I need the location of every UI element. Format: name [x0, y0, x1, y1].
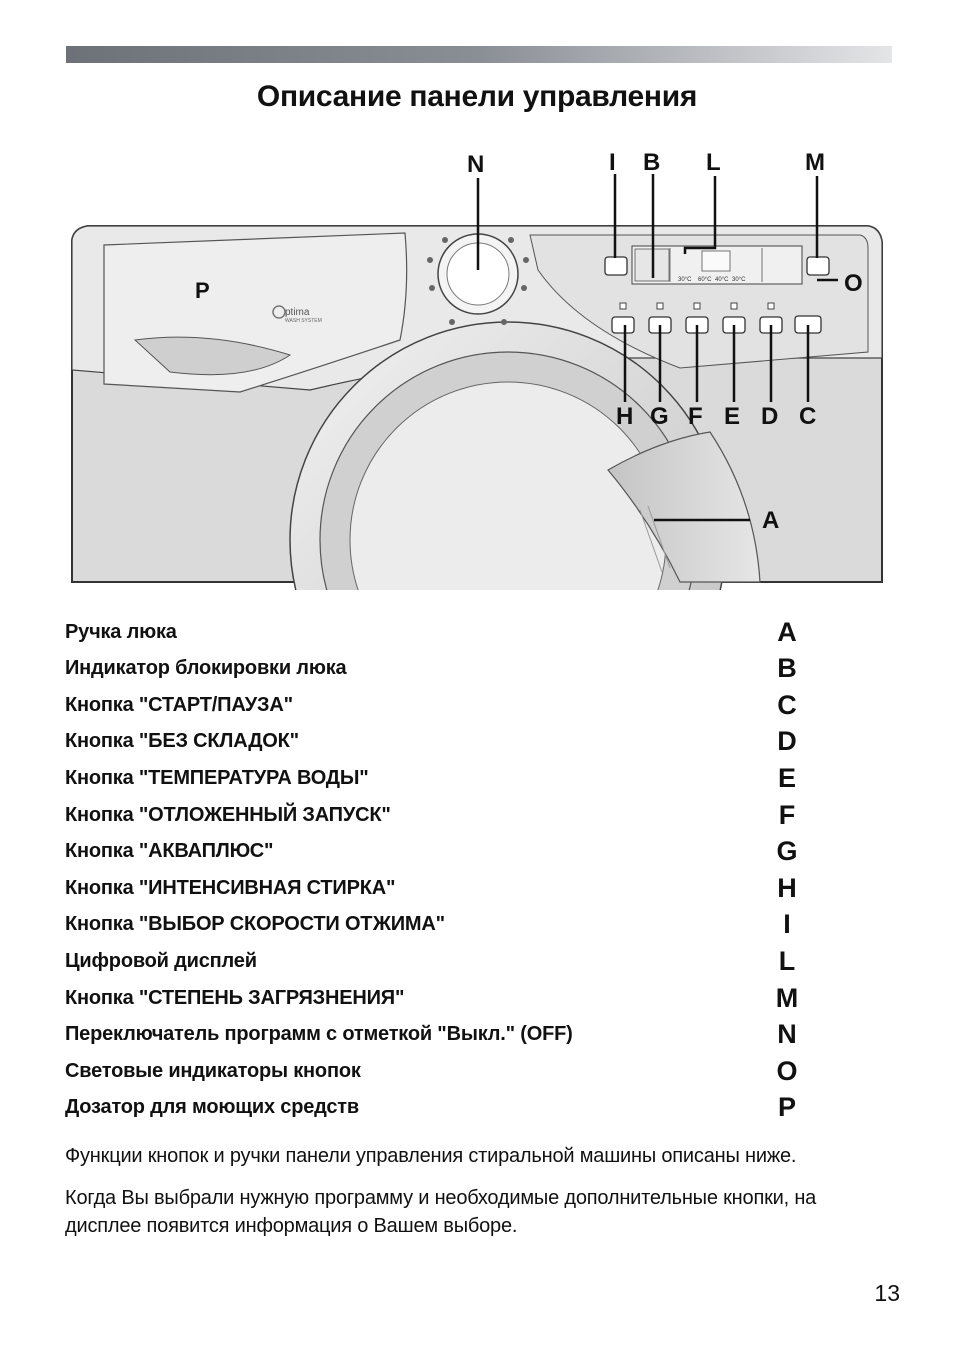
- legend-label: Кнопка "ВЫБОР СКОРОСТИ ОТЖИМА": [65, 913, 445, 936]
- callout-f: F: [688, 403, 703, 430]
- legend-letter: N: [777, 1019, 797, 1050]
- legend-label: Кнопка "СТЕПЕНЬ ЗАГРЯЗНЕНИЯ": [65, 986, 405, 1009]
- display-temp-3: 40°C: [715, 277, 729, 283]
- page-title: Описание панели управления: [256, 80, 698, 113]
- legend-label: Дозатор для моющих средств: [65, 1096, 359, 1119]
- legend-letter: D: [777, 726, 797, 757]
- legend-letter: B: [777, 653, 797, 684]
- page-number: 13: [874, 1280, 900, 1306]
- legend-letter: A: [777, 616, 797, 647]
- legend-item: [65, 871, 825, 908]
- legend-letter: H: [777, 872, 797, 903]
- description-paragraph: Функции кнопок и ручки панели управления стиральной машины описаны ниже.: [65, 1145, 797, 1167]
- legend-label: Кнопка "ОТЛОЖЕННЫЙ ЗАПУСК": [65, 803, 391, 826]
- callout-c: C: [799, 403, 817, 430]
- control-panel-figure: [60, 140, 900, 590]
- soil-level-button-shape: [807, 257, 829, 275]
- legend-item: [65, 615, 825, 652]
- legend-item: [65, 725, 825, 762]
- legend-letter: I: [783, 909, 791, 940]
- callout-g: G: [650, 403, 669, 430]
- legend-label: Световые индикаторы кнопок: [65, 1059, 361, 1082]
- legend-item: [65, 944, 825, 981]
- display-temp-4: 30°C: [732, 277, 746, 283]
- spin-speed-button-shape: [605, 257, 627, 275]
- legend-item: [65, 1054, 825, 1091]
- legend-item: [65, 981, 825, 1018]
- header-bar: [66, 46, 892, 63]
- legend-item: [65, 798, 825, 835]
- callout-b: B: [643, 149, 661, 176]
- legend-letter: G: [776, 836, 798, 867]
- display-info-paragraph: Когда Вы выбрали нужную программу и необходимые дополнительные кнопки, на дисплее появится информация о Вашем выборе.: [65, 1187, 817, 1237]
- legend-item: [65, 1091, 825, 1128]
- legend-letter: E: [777, 762, 796, 793]
- washing-machine-illustration: [60, 140, 900, 590]
- legend-letter: C: [777, 689, 797, 720]
- legend-item: [65, 761, 825, 798]
- legend-label: Кнопка "ТЕМПЕРАТУРА ВОДЫ": [65, 766, 369, 789]
- legend-letter: O: [776, 1055, 798, 1086]
- legend-item: [65, 908, 825, 945]
- legend-label: Цифровой дисплей: [65, 949, 257, 972]
- legend-label: Кнопка "БЕЗ СКЛАДОК": [65, 730, 299, 753]
- legend-label: Переключатель программ с отметкой "Выкл." (OFF): [65, 1023, 573, 1046]
- legend-letter: P: [777, 1092, 796, 1123]
- display-temp-1: 30°C: [678, 277, 692, 283]
- callout-m: M: [805, 149, 825, 176]
- legend-label: Кнопка "СТАРТ/ПАУЗА": [65, 693, 293, 716]
- callout-l: L: [706, 149, 721, 176]
- legend-label: Индикатор блокировки люка: [65, 657, 347, 680]
- brand-logo: ptima: [285, 307, 310, 318]
- legend-letter: M: [775, 982, 799, 1013]
- legend-item: [65, 688, 825, 725]
- legend-label: Кнопка "ИНТЕНСИВНАЯ СТИРКА": [65, 876, 396, 899]
- callout-n: N: [467, 151, 485, 178]
- legend-item: [65, 652, 825, 689]
- display-temp-2: 60°C: [698, 277, 712, 283]
- callout-p: P: [195, 278, 210, 303]
- brand-subtitle: WASH SYSTEM: [285, 318, 322, 324]
- legend-list: [65, 615, 825, 1127]
- callout-o: O: [844, 270, 863, 297]
- callout-e: E: [724, 403, 741, 430]
- callout-i: I: [609, 149, 616, 176]
- legend-item: [65, 835, 825, 872]
- legend-item: [65, 1018, 825, 1055]
- legend-label: Ручка люка: [65, 620, 177, 643]
- callout-h: H: [616, 403, 634, 430]
- legend-letter: L: [778, 945, 796, 976]
- legend-label: Кнопка "АКВАПЛЮС": [65, 840, 274, 863]
- callout-a: A: [762, 507, 780, 534]
- callout-d: D: [761, 403, 779, 430]
- legend-letter: F: [778, 799, 796, 830]
